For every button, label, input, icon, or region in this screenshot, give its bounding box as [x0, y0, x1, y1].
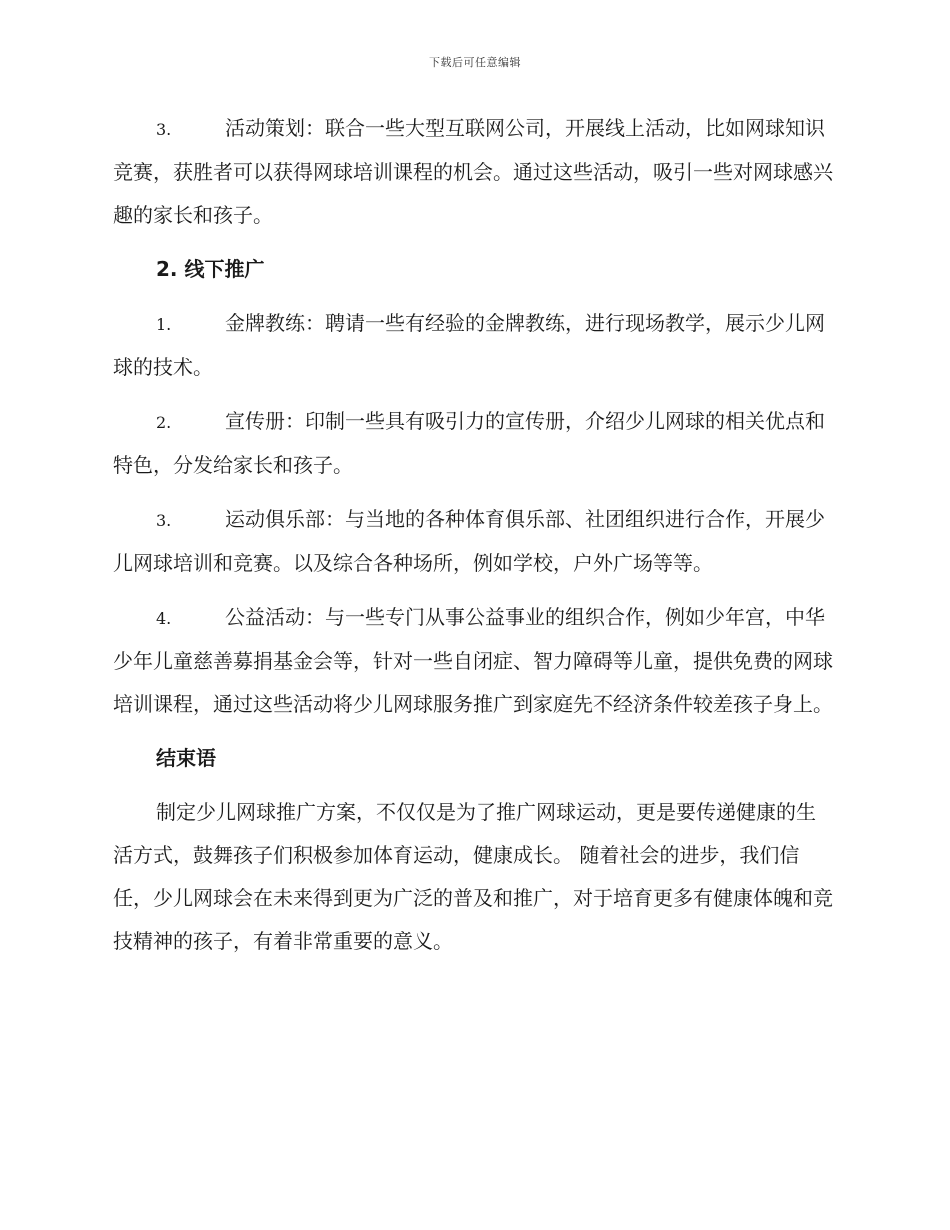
list-item-offline-3 — [113, 498, 835, 585]
list-item-text: 宣传册：印制一些具有吸引力的宣传册，介绍少儿网球的相关优点和特色，分发给家长和孩子。 — [113, 409, 825, 477]
list-item-number: 4. — [156, 609, 172, 628]
section-heading-offline: 2. 线下推广 — [156, 257, 265, 281]
list-item-offline-4 — [113, 596, 835, 726]
section-heading-conclusion: 结束语 — [156, 746, 216, 770]
list-item-text: 运动俱乐部：与当地的各种体育俱乐部、社团组织进行合作，开展少儿网球培训和竞赛。以及综合各种场所，例如学校，户外广场等等。 — [113, 507, 825, 575]
conclusion-paragraph: 制定少儿网球推广方案，不仅仅是为了推广网球运动，更是要传递健康的生活方式，鼓舞孩子们积极参加体育运动，健康成长。 随着社会的进步，我们信任，少儿网球会在未来得到更为广泛的普及和推广，对于培育更多有健康体魄和竞技精神的孩子，有着非常重要的意义。 — [113, 800, 833, 953]
list-item-text: 活动策划：联合一些大型互联网公司，开展线上活动，比如网球知识竞赛，获胜者可以获得网球培训课程的机会。通过这些活动，吸引一些对网球感兴趣的家长和孩子。 — [113, 116, 833, 227]
list-item-offline-1 — [113, 302, 835, 389]
document-body — [113, 107, 835, 974]
list-item-number: 3. — [156, 511, 172, 530]
list-item-number: 3. — [156, 120, 172, 139]
list-item-online-3 — [113, 107, 835, 237]
list-item-text: 金牌教练：聘请一些有经验的金牌教练，进行现场教学，展示少儿网球的技术。 — [113, 311, 825, 379]
list-item-number: 2. — [156, 413, 172, 432]
list-item-offline-2 — [113, 400, 835, 487]
list-item-number: 1. — [156, 315, 172, 334]
list-item-text: 公益活动：与一些专门从事公益事业的组织合作，例如少年宫，中华少年儿童慈善募捐基金会等，针对一些自闭症、智力障碍等儿童，提供免费的网球培训课程，通过这些活动将少儿网球服务推广到家庭先不经济条件较差孩子身上。 — [113, 605, 833, 716]
page-header: 下载后可任意编辑 — [429, 56, 521, 69]
